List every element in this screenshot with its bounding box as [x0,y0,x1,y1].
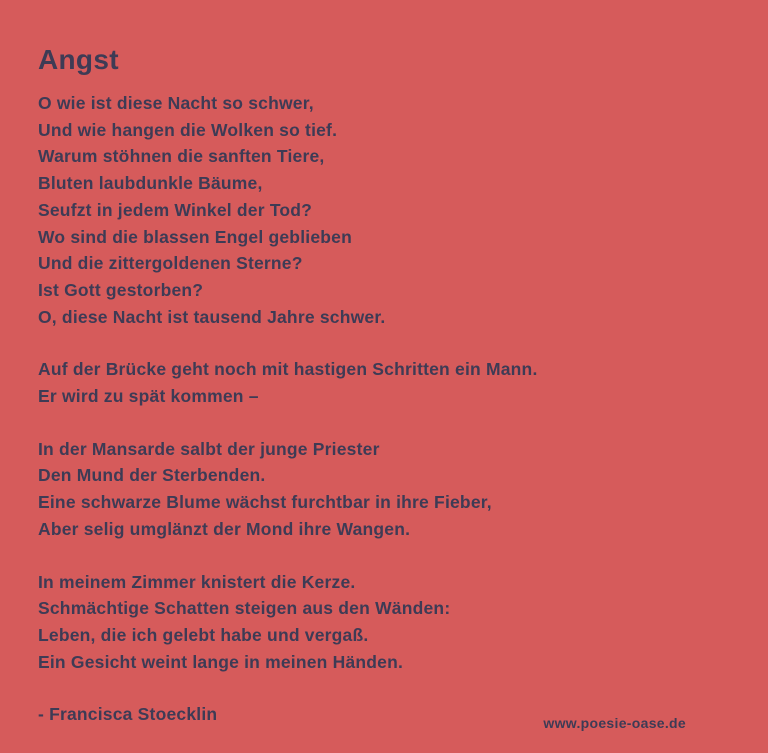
poem-line: Er wird zu spät kommen – [38,386,259,407]
stanza-2 [38,356,728,409]
poem-line: Schmächtige Schatten steigen aus den Wänden: [38,598,451,619]
poem-title: Angst [38,44,119,75]
poem-line: Auf der Brücke geht noch mit hastigen Schritten ein Mann. [38,359,538,380]
stanza-3 [38,436,728,543]
poem-line: Warum stöhnen die sanften Tiere, [38,146,325,167]
poem-author: - Francisca Stoecklin [38,704,218,725]
poem-line: Eine schwarze Blume wächst furchtbar in ihre Fieber, [38,492,492,513]
stanza-4 [38,569,728,676]
poem-line: In der Mansarde salbt der junge Priester [38,438,380,459]
poem-line: Bluten laubdunkle Bäume, [38,173,263,194]
poem-line: Wo sind die blassen Engel geblieben [38,226,352,247]
poem-line: Seufzt in jedem Winkel der Tod? [38,199,313,220]
poem-line: O wie ist diese Nacht so schwer, [38,93,314,113]
poem-line: Aber selig umglänzt der Mond ihre Wangen. [38,518,411,539]
poem-line: Leben, die ich gelebt habe und vergaß. [38,624,369,645]
poem-line: Und die zittergoldenen Sterne? [38,253,303,274]
poem-line: Und wie hangen die Wolken so tief. [38,119,338,140]
poem-line: Ein Gesicht weint lange in meinen Händen. [38,651,404,672]
poem-line: Den Mund der Sterbenden. [38,465,266,486]
poem-body [38,90,728,675]
poem-line: Ist Gott gestorben? [38,279,204,300]
stanza-1 [38,90,728,330]
poem-line: O, diese Nacht ist tausend Jahre schwer. [38,306,386,327]
poem-line: In meinem Zimmer knistert die Kerze. [38,571,356,592]
website-credit: www.poesie-oase.de [543,715,686,731]
